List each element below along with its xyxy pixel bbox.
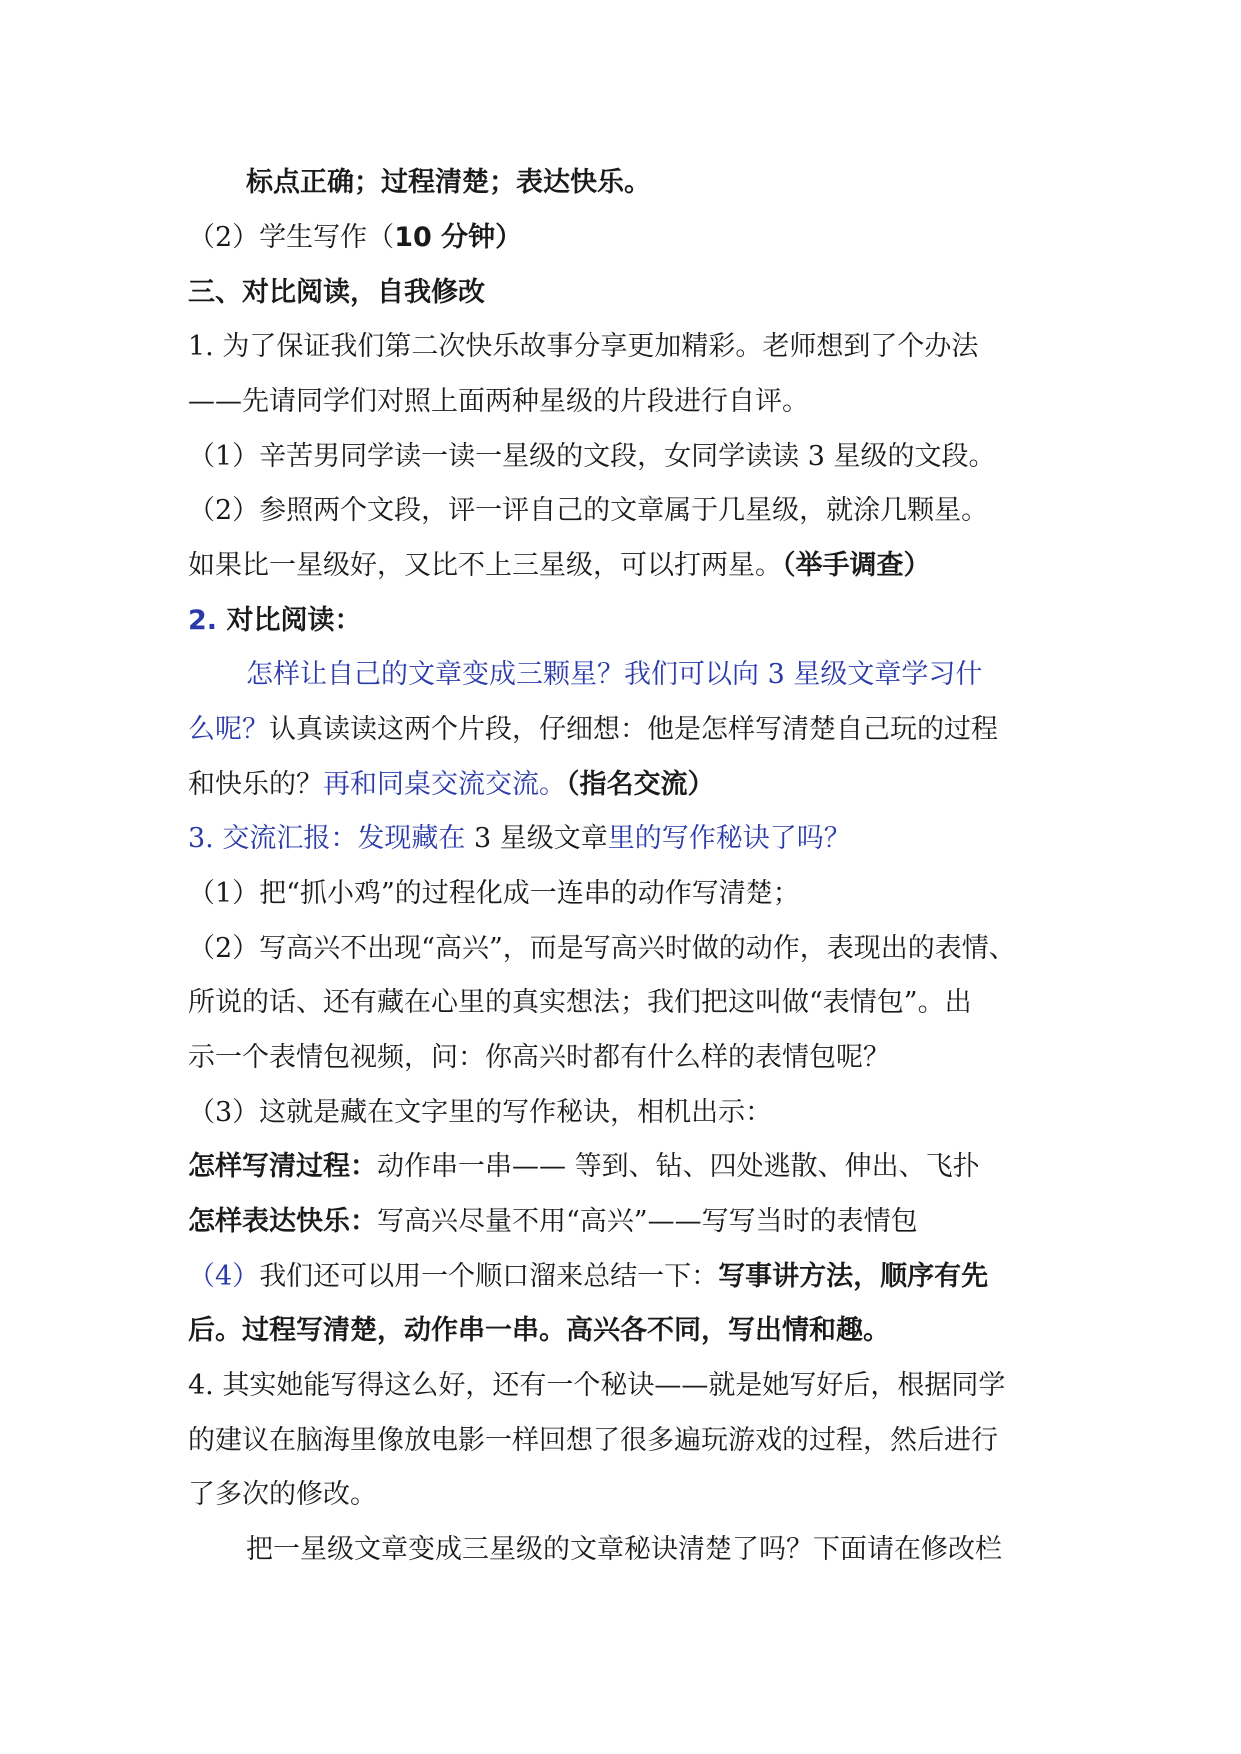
- text-segment: 了多次的修改。: [188, 1479, 377, 1510]
- line-16: [188, 986, 1088, 1020]
- text-segment: 动作串一串—— 等到、钻、四处逃散、伸出、飞扑: [377, 1151, 980, 1182]
- text-segment: 和快乐的？: [188, 769, 323, 800]
- text-segment: （1）辛苦男同学读一读一星级的文段，女同学读读 3 星级的文段。: [188, 441, 996, 472]
- text-segment: 对比阅读：: [217, 605, 362, 636]
- text-segment: 示一个表情包视频，问：你高兴时都有什么样的表情包呢？: [188, 1042, 890, 1073]
- text-segment: 后。过程写清楚，动作串一串。高兴各不同，写出情和趣。: [188, 1315, 890, 1346]
- text-segment: 怎样写清过程：: [188, 1151, 377, 1182]
- section-heading: [188, 276, 1088, 310]
- line-06: [188, 440, 1088, 474]
- text-segment: 三、对比阅读，自我修改: [188, 277, 485, 308]
- line-21: [188, 1260, 1088, 1294]
- line-02: [188, 221, 1088, 255]
- line-14: [188, 877, 1088, 911]
- text-segment: （2）学生写作（: [188, 222, 395, 253]
- text-segment: 1. 为了保证我们第二次快乐故事分享更加精彩。老师想到了个办法: [188, 331, 979, 362]
- text-segment: 4. 其实她能写得这么好，还有一个秘诀——就是她写好后，根据同学: [188, 1370, 1006, 1401]
- text-segment: （指名交流）: [566, 769, 715, 800]
- line-07: [188, 494, 1088, 528]
- line-20: [188, 1205, 1088, 1239]
- line-11: [188, 713, 1088, 747]
- line-22: [188, 1314, 1088, 1348]
- line-17: [188, 1041, 1088, 1075]
- text-segment: （3）这就是藏在文字里的写作秘诀，相机出示：: [188, 1097, 773, 1128]
- line-09: [188, 604, 1088, 638]
- line-10: [246, 658, 1146, 692]
- text-segment: 所说的话、还有藏在心里的真实想法；我们把这叫做“表情包”。出: [188, 987, 972, 1018]
- line-08: [188, 549, 1088, 583]
- line-24: [188, 1424, 1088, 1458]
- text-segment: 3. 交流汇报：发现藏在: [188, 823, 474, 854]
- text-segment: （1）把“抓小鸡”的过程化成一连串的动作写清楚；: [188, 878, 800, 909]
- line-19: [188, 1150, 1088, 1184]
- text-segment: 再和同桌交流交流。: [323, 769, 566, 800]
- line-12: [188, 768, 1088, 802]
- text-segment: 如果比一星级好，又比不上三星级，可以打两星。: [188, 550, 782, 581]
- line-25: [188, 1478, 1088, 1512]
- text-segment: 怎样让自己的文章变成三颗星？我们可以向 3 星级文章学习什: [246, 659, 983, 690]
- text-segment: 认真读读这两个片段，仔细想：他是怎样写清楚自己玩的过程: [269, 714, 998, 745]
- line-05: [188, 385, 1088, 419]
- text-segment: （2）参照两个文段，评一评自己的文章属于几星级，就涂几颗星。: [188, 495, 989, 526]
- text-segment: 标点正确；过程清楚；表达快乐。: [246, 167, 651, 198]
- line-18: [188, 1096, 1088, 1130]
- text-segment: 里的写作秘诀了吗？: [607, 823, 851, 854]
- line-13: [188, 822, 1088, 856]
- text-segment: 我们还可以用一个顺口溜来总结一下：: [259, 1261, 719, 1292]
- line-23: [188, 1369, 1088, 1403]
- text-segment: （2）写高兴不出现“高兴”，而是写高兴时做的动作，表现出的表情、: [188, 933, 1016, 964]
- line-15: [188, 932, 1088, 966]
- line-01: [246, 166, 1146, 200]
- text-segment: 么呢？: [188, 714, 269, 745]
- text-segment: 3 星级文章: [473, 823, 608, 854]
- text-segment: （举手调查）: [782, 550, 931, 581]
- text-segment: 写事讲方法，顺序有先: [718, 1261, 989, 1292]
- text-segment: （4）: [188, 1261, 260, 1292]
- text-segment: 的建议在脑海里像放电影一样回想了很多遍玩游戏的过程，然后进行: [188, 1425, 998, 1456]
- text-segment: 怎样表达快乐：: [188, 1206, 377, 1237]
- text-segment: 把一星级文章变成三星级的文章秘诀清楚了吗？下面请在修改栏: [246, 1534, 1002, 1565]
- text-segment: 10 分钟）: [394, 222, 523, 253]
- line-04: [188, 330, 1088, 364]
- line-26: [246, 1533, 1146, 1567]
- text-segment: 写高兴尽量不用“高兴”——写写当时的表情包: [377, 1206, 918, 1237]
- text-segment: ——先请同学们对照上面两种星级的片段进行自评。: [188, 386, 809, 417]
- text-segment: 2.: [188, 605, 218, 636]
